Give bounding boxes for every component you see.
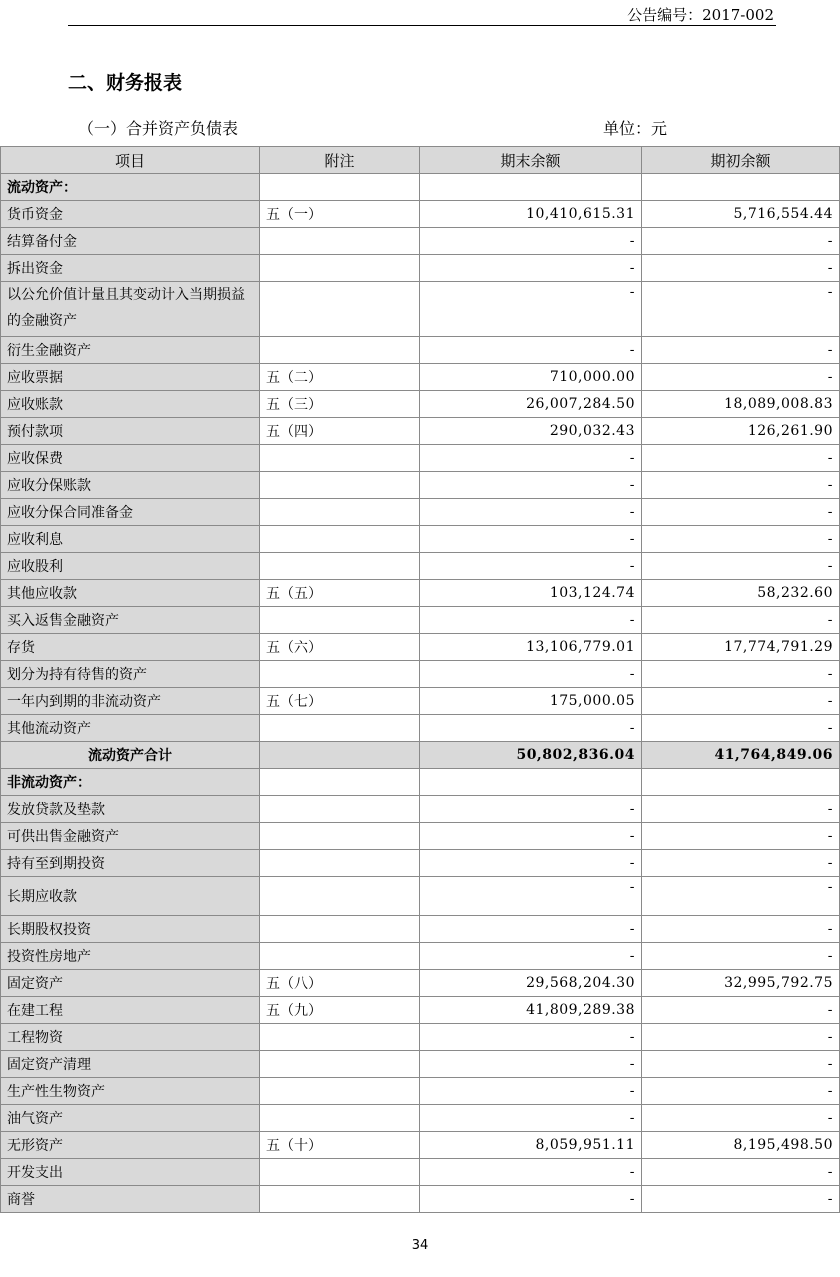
cell-note <box>260 742 420 769</box>
table-row <box>1 364 840 391</box>
cell-ending-balance: 103,124.74 <box>420 580 642 607</box>
cell-beginning-balance: - <box>642 1051 840 1078</box>
cell-note <box>260 1024 420 1051</box>
table-row <box>1 1105 840 1132</box>
cell-ending-balance <box>420 769 642 796</box>
cell-item: 无形资产 <box>1 1132 260 1159</box>
cell-note <box>260 1186 420 1213</box>
cell-item: 开发支出 <box>1 1159 260 1186</box>
cell-note <box>260 1105 420 1132</box>
table-row <box>1 916 840 943</box>
cell-item: 划分为持有待售的资产 <box>1 661 260 688</box>
cell-ending-balance: - <box>420 526 642 553</box>
cell-ending-balance: - <box>420 1024 642 1051</box>
cell-note <box>260 499 420 526</box>
table-row <box>1 472 840 499</box>
cell-beginning-balance: - <box>642 823 840 850</box>
cell-ending-balance: - <box>420 796 642 823</box>
cell-beginning-balance: - <box>642 916 840 943</box>
table-body <box>1 174 840 1213</box>
cell-ending-balance: - <box>420 1051 642 1078</box>
cell-item: 长期股权投资 <box>1 916 260 943</box>
cell-ending-balance: - <box>420 472 642 499</box>
table-total-row <box>1 742 840 769</box>
table-row <box>1 201 840 228</box>
cell-beginning-balance: 8,195,498.50 <box>642 1132 840 1159</box>
cell-note <box>260 796 420 823</box>
table-row <box>1 943 840 970</box>
cell-item: 预付款项 <box>1 418 260 445</box>
cell-item: 商誉 <box>1 1186 260 1213</box>
cell-item: 在建工程 <box>1 997 260 1024</box>
cell-note: 五（七） <box>260 688 420 715</box>
cell-beginning-balance: - <box>642 228 840 255</box>
table-row <box>1 282 840 337</box>
cell-beginning-balance: - <box>642 499 840 526</box>
cell-ending-balance: 710,000.00 <box>420 364 642 391</box>
cell-ending-balance: - <box>420 255 642 282</box>
cell-beginning-balance: 41,764,849.06 <box>642 742 840 769</box>
cell-note <box>260 174 420 201</box>
cell-ending-balance: 41,809,289.38 <box>420 997 642 1024</box>
cell-beginning-balance <box>642 174 840 201</box>
cell-ending-balance: - <box>420 661 642 688</box>
cell-note <box>260 607 420 634</box>
table-row <box>1 997 840 1024</box>
table-row <box>1 228 840 255</box>
cell-item: 流动资产： <box>1 174 260 201</box>
cell-ending-balance: - <box>420 715 642 742</box>
cell-note <box>260 877 420 916</box>
cell-beginning-balance: - <box>642 337 840 364</box>
cell-beginning-balance: - <box>642 255 840 282</box>
cell-item: 以公允价值计量且其变动计入当期损益的金融资产 <box>1 282 260 337</box>
cell-item: 其他应收款 <box>1 580 260 607</box>
cell-item: 固定资产清理 <box>1 1051 260 1078</box>
cell-beginning-balance: - <box>642 715 840 742</box>
cell-item: 其他流动资产 <box>1 715 260 742</box>
cell-note <box>260 1159 420 1186</box>
table-row <box>1 391 840 418</box>
cell-ending-balance: - <box>420 1078 642 1105</box>
cell-beginning-balance: - <box>642 1159 840 1186</box>
section-title: 二、财务报表 <box>68 72 183 94</box>
cell-ending-balance: - <box>420 916 642 943</box>
cell-beginning-balance <box>642 769 840 796</box>
cell-note: 五（三） <box>260 391 420 418</box>
table-row <box>1 526 840 553</box>
column-header-ending-balance: 期末余额 <box>420 147 642 174</box>
cell-item: 持有至到期投资 <box>1 850 260 877</box>
table-row <box>1 970 840 997</box>
cell-note <box>260 472 420 499</box>
cell-ending-balance: - <box>420 499 642 526</box>
cell-item: 油气资产 <box>1 1105 260 1132</box>
cell-beginning-balance: - <box>642 850 840 877</box>
cell-beginning-balance: - <box>642 796 840 823</box>
table-row <box>1 1051 840 1078</box>
cell-beginning-balance: - <box>642 472 840 499</box>
cell-beginning-balance: - <box>642 997 840 1024</box>
cell-note <box>260 255 420 282</box>
cell-beginning-balance: - <box>642 607 840 634</box>
table-row <box>1 337 840 364</box>
page-number: 34 <box>411 1238 429 1253</box>
cell-ending-balance: - <box>420 282 642 337</box>
cell-beginning-balance: - <box>642 445 840 472</box>
cell-note <box>260 769 420 796</box>
table-row <box>1 1186 840 1213</box>
cell-beginning-balance: - <box>642 943 840 970</box>
cell-beginning-balance: - <box>642 1105 840 1132</box>
cell-ending-balance: - <box>420 877 642 916</box>
cell-item: 应收分保合同准备金 <box>1 499 260 526</box>
cell-note <box>260 850 420 877</box>
balance-sheet-table <box>0 146 840 1213</box>
cell-item: 应收保费 <box>1 445 260 472</box>
table-title: （一）合并资产负债表 <box>78 119 239 138</box>
unit-label: 单位：元 <box>603 119 668 138</box>
table-row <box>1 1024 840 1051</box>
cell-item: 拆出资金 <box>1 255 260 282</box>
cell-item: 应收股利 <box>1 553 260 580</box>
cell-beginning-balance: - <box>642 661 840 688</box>
cell-note <box>260 916 420 943</box>
cell-beginning-balance: 58,232.60 <box>642 580 840 607</box>
cell-note: 五（二） <box>260 364 420 391</box>
cell-note <box>260 445 420 472</box>
cell-item: 应收利息 <box>1 526 260 553</box>
table-row <box>1 715 840 742</box>
cell-ending-balance: - <box>420 1105 642 1132</box>
cell-note <box>260 282 420 337</box>
cell-ending-balance: - <box>420 1186 642 1213</box>
table-row <box>1 850 840 877</box>
cell-note <box>260 715 420 742</box>
table-row <box>1 661 840 688</box>
cell-item: 流动资产合计 <box>1 742 260 769</box>
cell-item: 发放贷款及垫款 <box>1 796 260 823</box>
announcement-number: 公告编号：2017-002 <box>627 6 774 24</box>
cell-note <box>260 1051 420 1078</box>
table-row <box>1 255 840 282</box>
cell-note: 五（十） <box>260 1132 420 1159</box>
column-header-item: 项目 <box>1 147 260 174</box>
cell-item: 买入返售金融资产 <box>1 607 260 634</box>
cell-beginning-balance: 18,089,008.83 <box>642 391 840 418</box>
table-row <box>1 499 840 526</box>
cell-ending-balance: - <box>420 337 642 364</box>
cell-beginning-balance: - <box>642 1078 840 1105</box>
column-header-note: 附注 <box>260 147 420 174</box>
cell-item: 应收票据 <box>1 364 260 391</box>
cell-note <box>260 526 420 553</box>
cell-note <box>260 943 420 970</box>
cell-ending-balance: - <box>420 228 642 255</box>
cell-ending-balance: 290,032.43 <box>420 418 642 445</box>
cell-ending-balance: - <box>420 607 642 634</box>
cell-ending-balance: 8,059,951.11 <box>420 1132 642 1159</box>
table-header-row <box>1 147 840 174</box>
cell-note: 五（五） <box>260 580 420 607</box>
cell-item: 货币资金 <box>1 201 260 228</box>
cell-item: 存货 <box>1 634 260 661</box>
cell-item: 生产性生物资产 <box>1 1078 260 1105</box>
cell-ending-balance: - <box>420 445 642 472</box>
cell-beginning-balance: - <box>642 1186 840 1213</box>
table-row <box>1 877 840 916</box>
table-row <box>1 796 840 823</box>
cell-ending-balance: 13,106,779.01 <box>420 634 642 661</box>
cell-beginning-balance: - <box>642 553 840 580</box>
cell-ending-balance: 29,568,204.30 <box>420 970 642 997</box>
cell-beginning-balance: - <box>642 877 840 916</box>
cell-item: 衍生金融资产 <box>1 337 260 364</box>
cell-ending-balance: - <box>420 943 642 970</box>
cell-item: 投资性房地产 <box>1 943 260 970</box>
cell-ending-balance: 175,000.05 <box>420 688 642 715</box>
cell-ending-balance: - <box>420 1159 642 1186</box>
cell-note <box>260 228 420 255</box>
table-row <box>1 607 840 634</box>
cell-ending-balance: 26,007,284.50 <box>420 391 642 418</box>
cell-item: 长期应收款 <box>1 877 260 916</box>
cell-note: 五（一） <box>260 201 420 228</box>
cell-note: 五（九） <box>260 997 420 1024</box>
cell-beginning-balance: 17,774,791.29 <box>642 634 840 661</box>
table-row <box>1 1159 840 1186</box>
table-row <box>1 1132 840 1159</box>
cell-item: 一年内到期的非流动资产 <box>1 688 260 715</box>
table-row <box>1 823 840 850</box>
table-row <box>1 688 840 715</box>
column-header-beginning-balance: 期初余额 <box>642 147 840 174</box>
table-row <box>1 580 840 607</box>
cell-ending-balance: 50,802,836.04 <box>420 742 642 769</box>
table-row <box>1 553 840 580</box>
cell-note: 五（四） <box>260 418 420 445</box>
cell-note <box>260 661 420 688</box>
table-row <box>1 634 840 661</box>
cell-note: 五（八） <box>260 970 420 997</box>
cell-beginning-balance: 32,995,792.75 <box>642 970 840 997</box>
table-category-row <box>1 769 840 796</box>
cell-beginning-balance: 5,716,554.44 <box>642 201 840 228</box>
cell-note <box>260 553 420 580</box>
cell-note <box>260 1078 420 1105</box>
cell-beginning-balance: - <box>642 282 840 337</box>
table-row <box>1 445 840 472</box>
cell-item: 应收分保账款 <box>1 472 260 499</box>
cell-item: 应收账款 <box>1 391 260 418</box>
cell-ending-balance: - <box>420 850 642 877</box>
cell-item: 非流动资产： <box>1 769 260 796</box>
cell-item: 工程物资 <box>1 1024 260 1051</box>
header-rule <box>68 25 776 26</box>
cell-ending-balance: - <box>420 553 642 580</box>
cell-note: 五（六） <box>260 634 420 661</box>
cell-note <box>260 823 420 850</box>
table-category-row <box>1 174 840 201</box>
cell-beginning-balance: - <box>642 364 840 391</box>
cell-ending-balance: 10,410,615.31 <box>420 201 642 228</box>
cell-beginning-balance: - <box>642 688 840 715</box>
table-row <box>1 418 840 445</box>
cell-beginning-balance: - <box>642 526 840 553</box>
table-row <box>1 1078 840 1105</box>
cell-item: 可供出售金融资产 <box>1 823 260 850</box>
cell-item: 结算备付金 <box>1 228 260 255</box>
cell-item: 固定资产 <box>1 970 260 997</box>
cell-ending-balance: - <box>420 823 642 850</box>
cell-beginning-balance: - <box>642 1024 840 1051</box>
cell-ending-balance <box>420 174 642 201</box>
cell-beginning-balance: 126,261.90 <box>642 418 840 445</box>
cell-note <box>260 337 420 364</box>
